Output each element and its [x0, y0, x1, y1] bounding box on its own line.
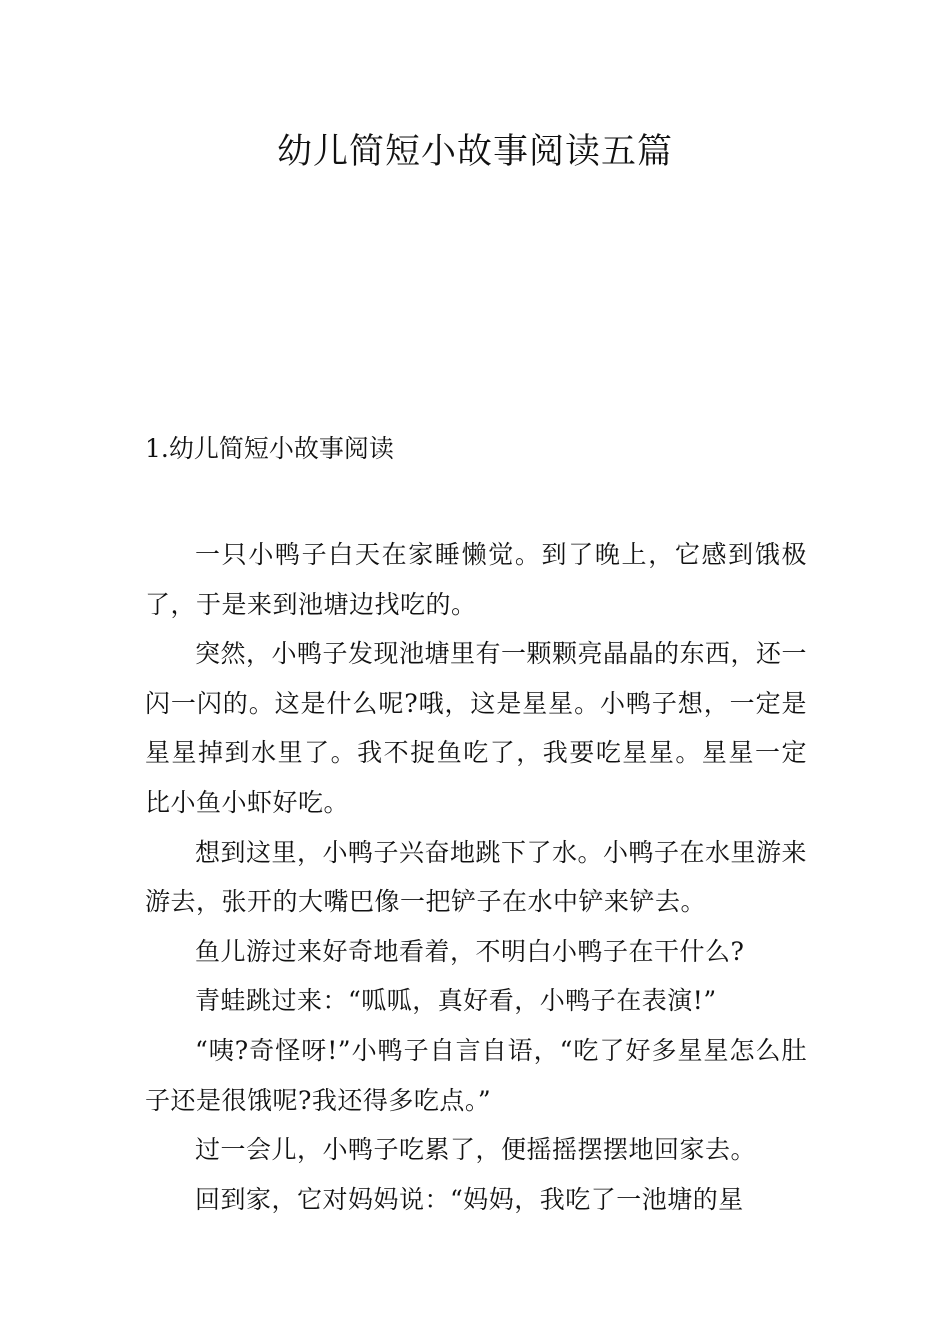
paragraph: “咦?奇怪呀!”小鸭子自言自语，“吃了好多星星怎么肚子还是很饿呢?我还得多吃点。”: [145, 1035, 807, 1115]
paragraph: 突然，小鸭子发现池塘里有一颗颗亮晶晶的东西，还一闪一闪的。这是什么呢?哦，这是星星。小鸭子想，一定是星星掉到水里了。我不捉鱼吃了，我要吃星星。星星一定比小鱼小虾好吃。: [145, 639, 808, 817]
paragraph: 鱼儿游过来好奇地看着，不明白小鸭子在干什么?: [195, 936, 745, 966]
paragraph: 回到家，它对妈妈说：“妈妈，我吃了一池塘的星: [195, 1184, 744, 1214]
paragraph: 想到这里，小鸭子兴奋地跳下了水。小鸭子在水里游来游去，张开的大嘴巴像一把铲子在水中铲来铲去。: [145, 837, 808, 917]
section-heading: 1.幼儿简短小故事阅读: [145, 434, 394, 463]
paragraph: 青蛙跳过来：“呱呱，真好看，小鸭子在表演!”: [195, 986, 717, 1016]
document-title: 幼儿简短小故事阅读五篇: [276, 132, 673, 172]
story-body: [145, 530, 807, 1224]
paragraph: 过一会儿，小鸭子吃累了，便摇摇摆摆地回家去。: [195, 1135, 757, 1165]
paragraph: 一只小鸭子白天在家睡懒觉。到了晚上，它感到饿极了，于是来到池塘边找吃的。: [145, 540, 807, 619]
